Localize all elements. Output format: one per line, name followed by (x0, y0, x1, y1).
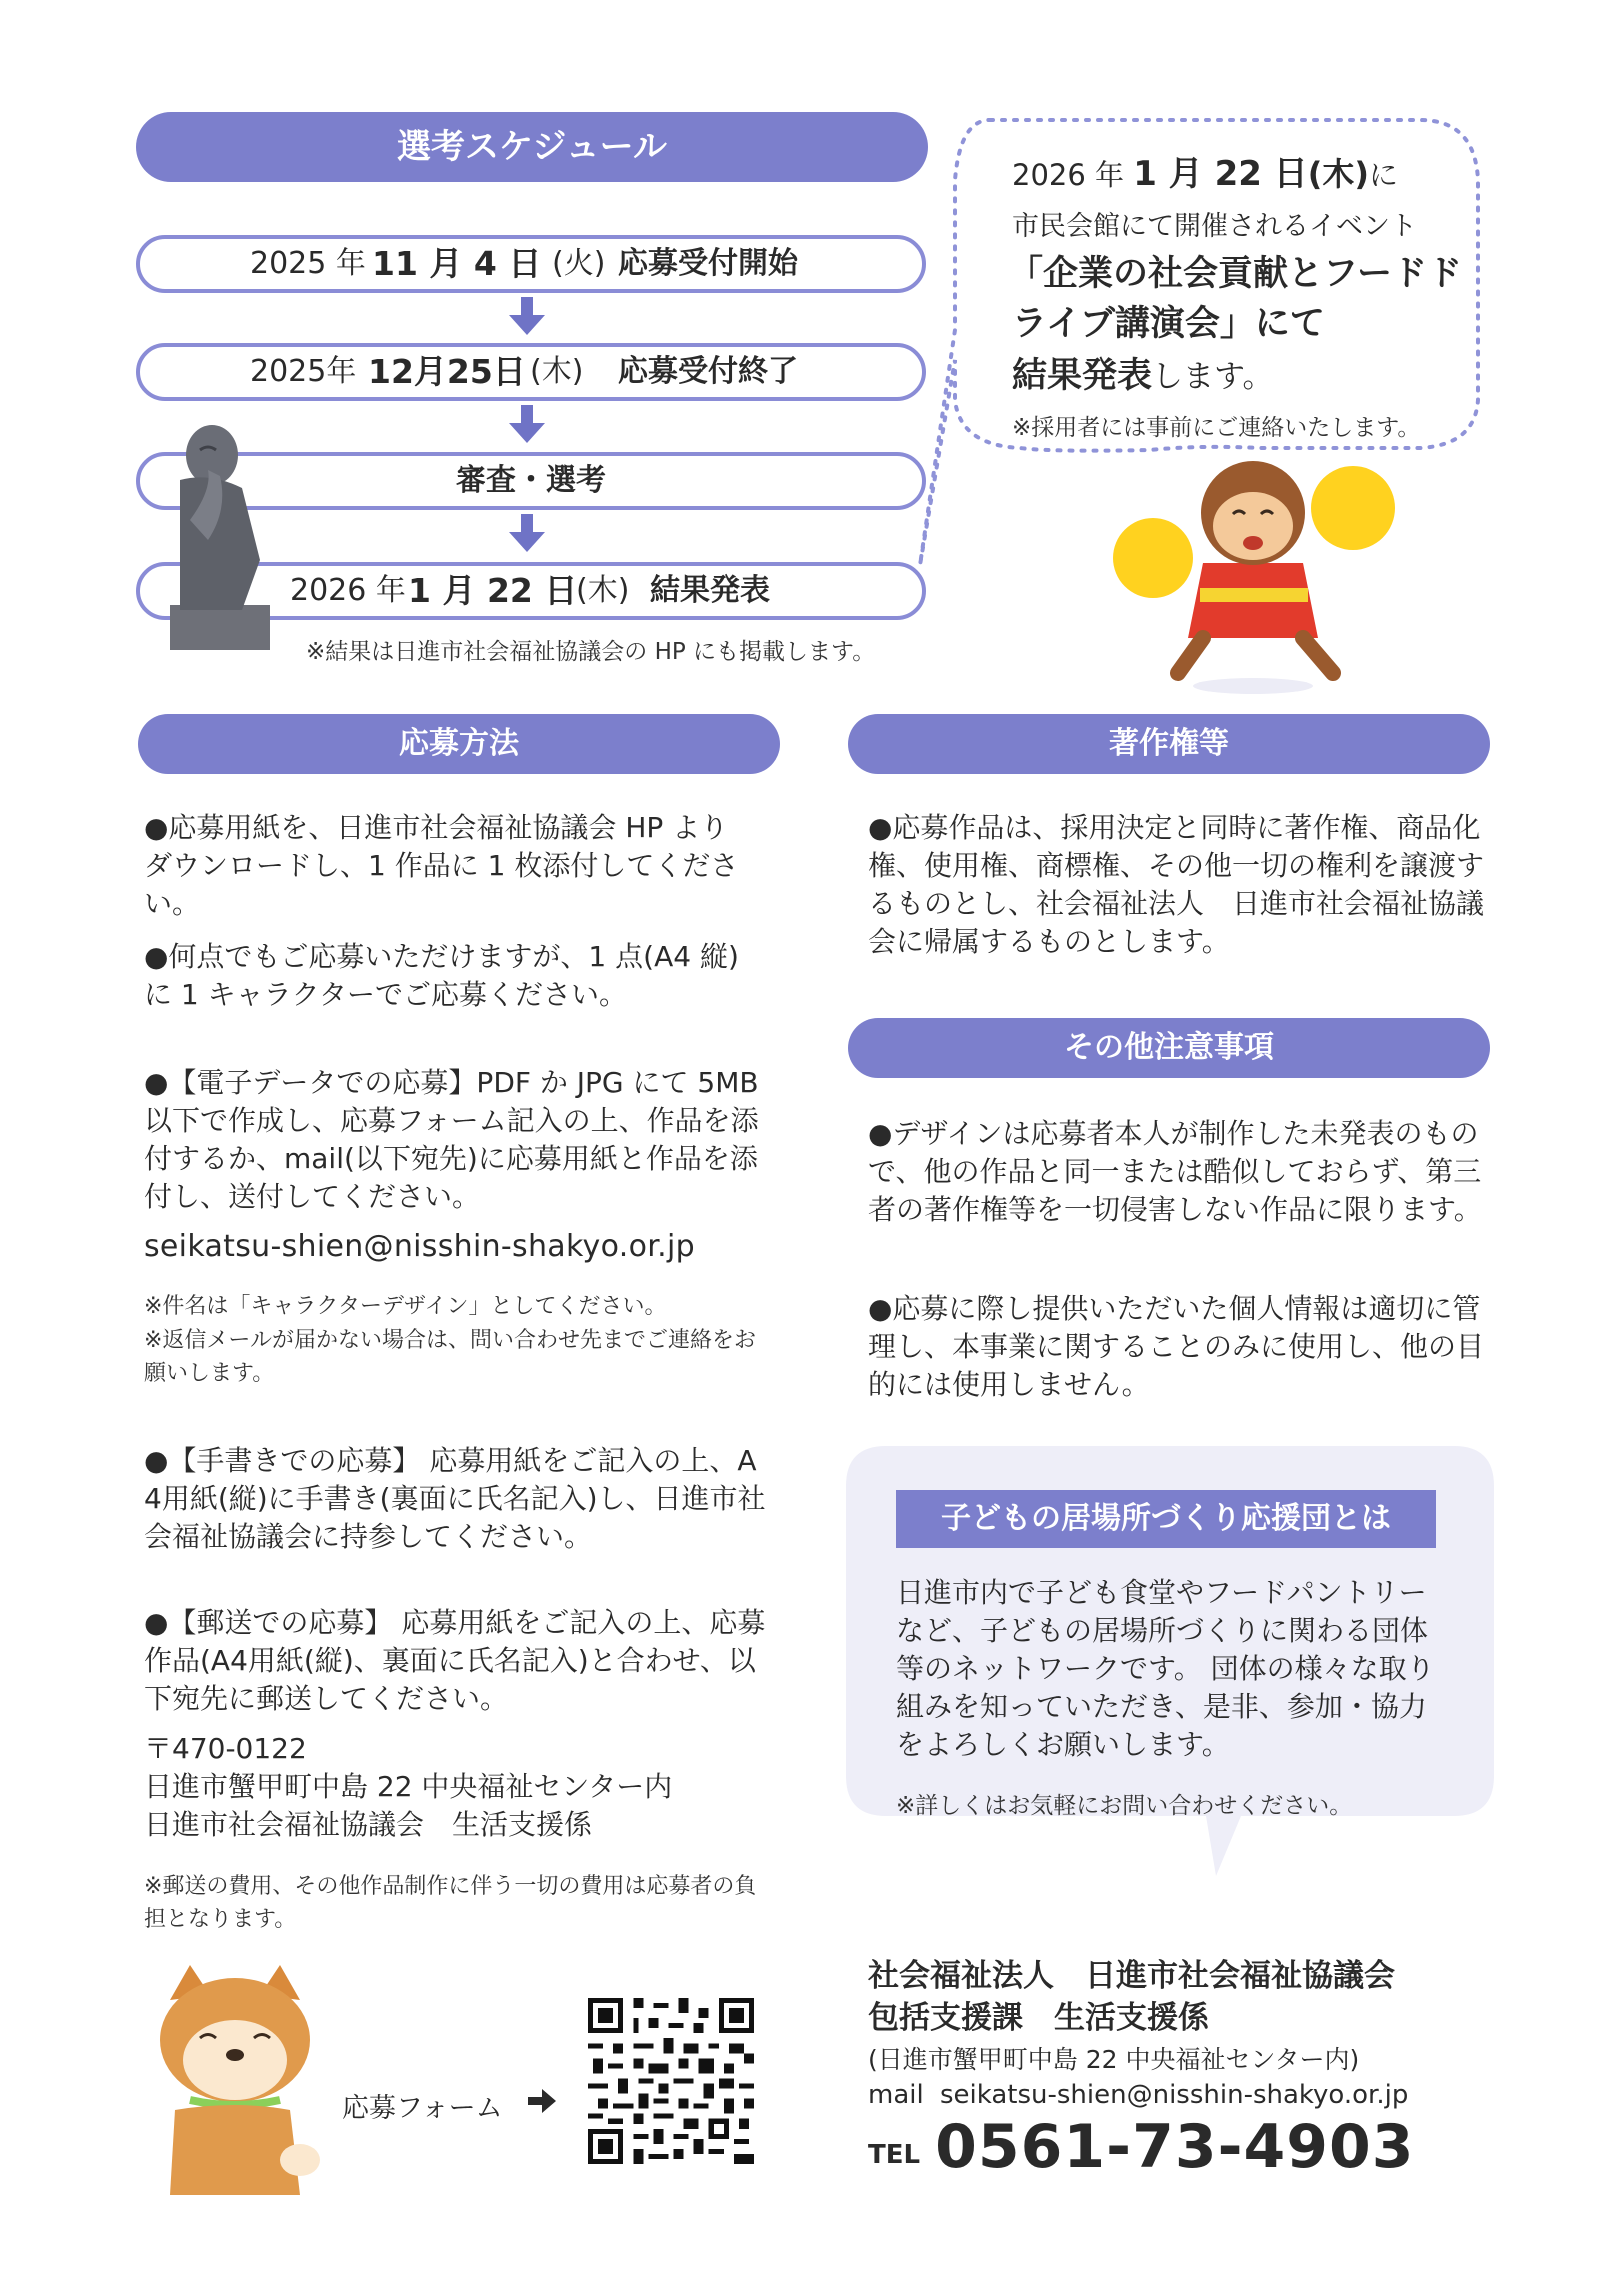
contact-mail (868, 2080, 1408, 2110)
about-title: 子どもの居場所づくり応援団とは (896, 1490, 1436, 1548)
thinker-statue-illustration (150, 410, 280, 650)
copyright-title: 著作権等 (848, 714, 1490, 774)
schedule-title: 選考スケジュール (136, 112, 928, 182)
dog-character-illustration (150, 1960, 330, 2200)
step-weekday: (火) (552, 246, 606, 281)
announcement-note: ※採用者には事前にご連絡いたします。 (1012, 415, 1421, 441)
apply-address-1: 日進市蟹甲町中島 22 中央福祉センター内 (144, 1770, 673, 1803)
apply-paragraph-3: ●【電子データでの応募】PDF か JPG にて 5MB 以下で作成し、応募フォーム記入の上、作品を添付するか、mail(以下宛先)に応募用紙と作品を添付し、送付してください。 (144, 1066, 759, 1213)
announcement-line1: 2026 年 1 月 22 日(木)に (1012, 154, 1399, 194)
apply-address-2: 日進市社会福祉協議会 生活支援係 (144, 1808, 593, 1841)
apply-note-reply: ※返信メールが届かない場合は、問い合わせ先までご連絡をお願いします。 (144, 1328, 756, 1386)
apply-title: 応募方法 (138, 714, 780, 774)
schedule-step-end (136, 343, 926, 401)
apply-note-cost: ※郵送の費用、その他作品制作に伴う一切の費用は応募者の負担となります。 (144, 1874, 757, 1932)
step-weekday: (木) (576, 573, 630, 608)
down-arrow-icon (507, 405, 547, 445)
apply-paragraph-2: ●何点でもご応募いただけますが、1 点(A4 縦) に 1 キャラクターでご応募ください。 (144, 940, 739, 1011)
step-date: 1 月 22 日 (408, 571, 578, 610)
step-year: 2025年 (250, 354, 357, 389)
apply-note-subject: ※件名は「キャラクターデザイン」としてください。 (144, 1294, 667, 1319)
qr-code[interactable] (588, 1998, 754, 2164)
apply-form-label: 応募フォーム (342, 2093, 503, 2124)
step-label: 結果発表 (650, 573, 770, 608)
mail-label: mail (868, 2080, 924, 2110)
apply-postal-code: 〒470-0122 (144, 1732, 307, 1765)
step-date: 11 月 4 日 (372, 244, 542, 283)
step-year: 2026 年 (290, 573, 406, 608)
tel-number: 0561-73-4903 (935, 2112, 1415, 2182)
contact-org: 社会福祉法人 日進市社会福祉協議会 (868, 1958, 1395, 1994)
announcement-line2: 市民会館にて開催されるイベント (1012, 211, 1417, 242)
other-notes-title: その他注意事項 (848, 1018, 1490, 1078)
step-year: 2025 年 (250, 246, 366, 281)
apply-paragraph-1: ●応募用紙を、日進市社会福祉協議会 HP より ダウンロードし、1 作品に 1 枚添付してください。 (144, 811, 739, 920)
contact-tel (868, 2112, 1414, 2182)
announcement-line4: ライブ講演会」にて (1012, 304, 1325, 344)
announcement-line3: 「企業の社会貢献とフードド (1008, 254, 1462, 294)
announcement-line5: 結果発表します。 (1012, 356, 1274, 396)
other-notes-paragraph-2: ●応募に際し提供いただいた個人情報は適切に管理し、本事業に関することのみに使用し、他の目的には使用しません。 (868, 1292, 1485, 1401)
step-date: 12月25日 (368, 352, 526, 391)
other-notes-paragraph-1: ●デザインは応募者本人が制作した未発表のもので、他の作品と同一または酷似しておらず、第三者の著作権等を一切侵害しない作品に限ります。 (868, 1117, 1482, 1226)
apply-paragraph-5: ●【郵送での応募】 応募用紙をご記入の上、応募作品(A4用紙(縦)、裏面に氏名記入)と合わせ、以下宛先に郵送してください。 (144, 1606, 766, 1715)
apply-email: seikatsu-shien@nisshin-shakyo.or.jp (144, 1229, 695, 1264)
contact-dept: 包括支援課 生活支援係 (868, 2000, 1209, 2036)
step-label: 応募受付終了 (618, 354, 798, 389)
step-label: 審査・選考 (456, 463, 606, 498)
arrow-right-icon (528, 2089, 556, 2113)
down-arrow-icon (507, 297, 547, 337)
tel-label: TEL (868, 2140, 921, 2170)
about-body: 日進市内で子ども食堂やフードパントリーなど、子どもの居場所づくりに関わる団体等のネットワークです。 団体の様々な取り組みを知っていただき、是非、参加・協力をよろしくお願いします。 (896, 1576, 1435, 1761)
mail-address: seikatsu-shien@nisshin-shakyo.or.jp (939, 2080, 1409, 2110)
step-weekday: (木) (530, 354, 584, 389)
contact-address: (日進市蟹甲町中島 22 中央福祉センター内) (868, 2045, 1360, 2074)
copyright-paragraph: ●応募作品は、採用決定と同時に著作権、商品化権、使用権、商標権、その他一切の権利を譲渡するものとし、社会福祉法人 日進市社会福祉協議会に帰属するものとします。 (868, 811, 1485, 958)
step-label: 応募受付開始 (618, 246, 798, 281)
monkey-cheerleader-illustration (1108, 448, 1398, 698)
down-arrow-icon (507, 514, 547, 554)
about-note: ※詳しくはお気軽にお問い合わせください。 (896, 1793, 1353, 1819)
schedule-note: ※結果は日進市社会福祉協議会の HP にも掲載します。 (306, 639, 876, 665)
schedule-step-start (136, 235, 926, 293)
apply-paragraph-4: ●【手書きでの応募】 応募用紙をご記入の上、A 4用紙(縦)に手書き(裏面に氏名記入)し、日進市社会福祉協議会に持参してください。 (144, 1444, 766, 1553)
